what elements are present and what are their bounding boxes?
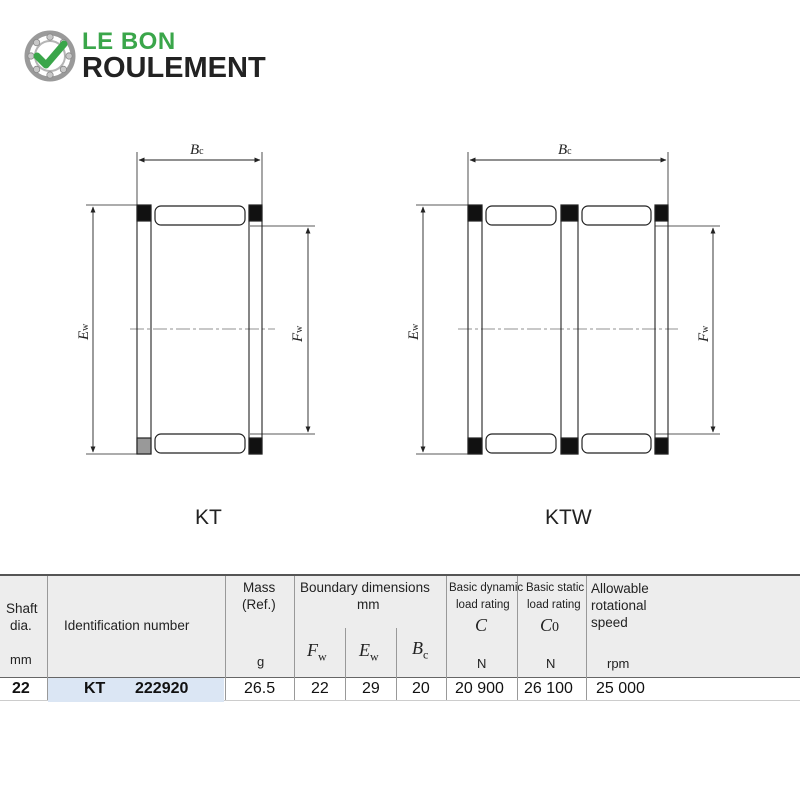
cell-series: KT <box>84 680 106 697</box>
ktw-bc-label: Bc <box>558 142 572 158</box>
ktw-dimension-labels <box>406 142 712 343</box>
header-boundary-line-2: mm <box>357 597 380 612</box>
header-speed-unit: rpm <box>607 656 630 671</box>
cell-fw: 22 <box>311 680 329 697</box>
column-divider <box>586 576 587 700</box>
header-identification: Identification number <box>64 618 190 633</box>
brand-logo <box>24 28 304 88</box>
header-mass-unit: g <box>257 654 265 669</box>
cell-static-load: 26 100 <box>524 680 573 697</box>
header-dynamic-line-1: Basic dynamic <box>449 582 524 594</box>
header-dynamic-symbol: C <box>475 615 488 635</box>
kt-variant-label: KT <box>195 506 222 529</box>
brand-line-2: ROULEMENT <box>82 52 266 84</box>
bearing-drawings <box>0 140 800 470</box>
kt-bc-label: Bc <box>190 142 204 158</box>
header-speed-line-2: rotational <box>591 598 647 613</box>
header-static-line-2: load rating <box>527 599 581 611</box>
header-static-unit: N <box>546 656 556 671</box>
header-static-symbol: C0 <box>540 615 560 635</box>
cell-bc: 20 <box>412 680 430 697</box>
cell-speed: 25 000 <box>596 680 645 697</box>
header-speed-line-1: Allowable <box>591 581 649 596</box>
header-mass-line-1: Mass <box>243 580 276 595</box>
header-static-line-1: Basic static <box>526 582 585 594</box>
column-divider <box>294 576 295 700</box>
ktw-fw-label: Fw <box>696 325 712 342</box>
cell-ew: 29 <box>362 680 380 697</box>
bearing-check-icon <box>24 30 76 82</box>
cell-mass: 26.5 <box>244 680 276 697</box>
kt-ew-label: Ew <box>76 323 92 340</box>
brand-line-1: LE BON <box>82 28 176 55</box>
cell-identification-number: 222920 <box>135 680 189 697</box>
header-speed-line-3: speed <box>591 615 628 630</box>
header-shaft-unit: mm <box>10 652 32 667</box>
header-dynamic-line-2: load rating <box>456 599 510 611</box>
kt-dimension-labels <box>76 142 306 343</box>
column-divider <box>396 628 397 700</box>
header-dynamic-unit: N <box>477 656 487 671</box>
table-top-rule <box>0 574 800 576</box>
header-bc-symbol: $B_c$ <box>412 638 429 662</box>
cell-dynamic-load: 20 900 <box>455 680 504 697</box>
ktw-drawing <box>416 152 720 454</box>
column-divider <box>446 576 447 700</box>
kt-fw-label: Fw <box>290 325 306 342</box>
kt-drawing <box>86 152 315 454</box>
column-divider <box>345 628 346 700</box>
column-divider <box>225 576 226 700</box>
ktw-variant-label: KTW <box>545 506 592 529</box>
header-mass-line-2: (Ref.) <box>242 597 276 612</box>
cell-shaft: 22 <box>12 680 30 697</box>
header-shaft-line-1: Shaft <box>6 601 38 616</box>
header-boundary-line-1: Boundary dimensions <box>300 580 430 595</box>
header-ew-symbol: $E_w$ <box>359 640 379 664</box>
header-fw-symbol: $F_w$ <box>307 640 327 664</box>
header-shaft-line-2: dia. <box>10 618 32 633</box>
ktw-ew-label: Ew <box>406 323 422 340</box>
